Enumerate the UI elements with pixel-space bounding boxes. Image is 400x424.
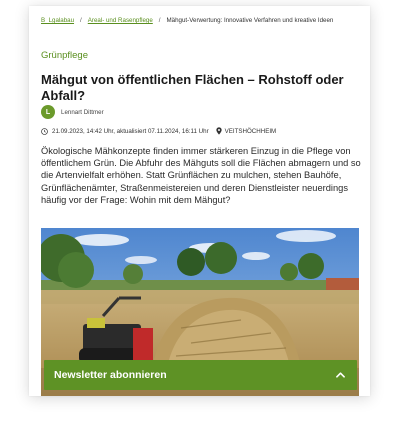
breadcrumb-separator: / [80, 17, 82, 24]
avatar: L [41, 105, 55, 119]
author-name[interactable]: Lennart Dittmer [61, 108, 104, 116]
breadcrumb-separator: / [158, 17, 161, 24]
breadcrumb [41, 17, 364, 24]
breadcrumb-link-rasenpflege[interactable]: Areal- und Rasenpflege [87, 17, 153, 24]
newsletter-label: Newsletter abonnieren [54, 369, 167, 381]
article-title: Mähgut von öffentlichen Flächen – Rohstoff oder Abfall? [41, 72, 344, 103]
clock-icon [41, 128, 48, 135]
breadcrumb-link-galabau[interactable]: B_Lgalabau [41, 17, 75, 24]
article-meta [41, 127, 276, 135]
article-date: 21.09.2023, 14:42 Uhr, aktualisiert 07.11.2024, 16:11 Uhr [52, 127, 209, 135]
article-card [29, 6, 370, 396]
location-pin-icon [216, 127, 222, 135]
breadcrumb-current: Mähgut-Verwertung: Innovative Verfahren und kreative Ideen [166, 17, 334, 24]
chevron-up-icon[interactable] [336, 372, 345, 378]
article-category[interactable]: Grünpflege [41, 50, 89, 61]
article-intro: Ökologische Mähkonzepte finden immer stärkeren Einzug in die Pflege von öffentlichem Grün. Die Abfuhr des Mähguts soll die Flächen abmagern und so die Artenvielfalt erhöhen. Statt Grünflächen zu mulchen, stehen Bauhöfe, Grünflächenämter, Straßenmeistereien und deren Dienstleister neuerdings häufig vor der Frage: Wohin mit dem Mähgut? [41, 146, 361, 205]
article-location: VEITSHÖCHHEIM [224, 127, 277, 135]
newsletter-subscribe-bar[interactable] [44, 360, 357, 390]
author[interactable] [41, 105, 104, 119]
